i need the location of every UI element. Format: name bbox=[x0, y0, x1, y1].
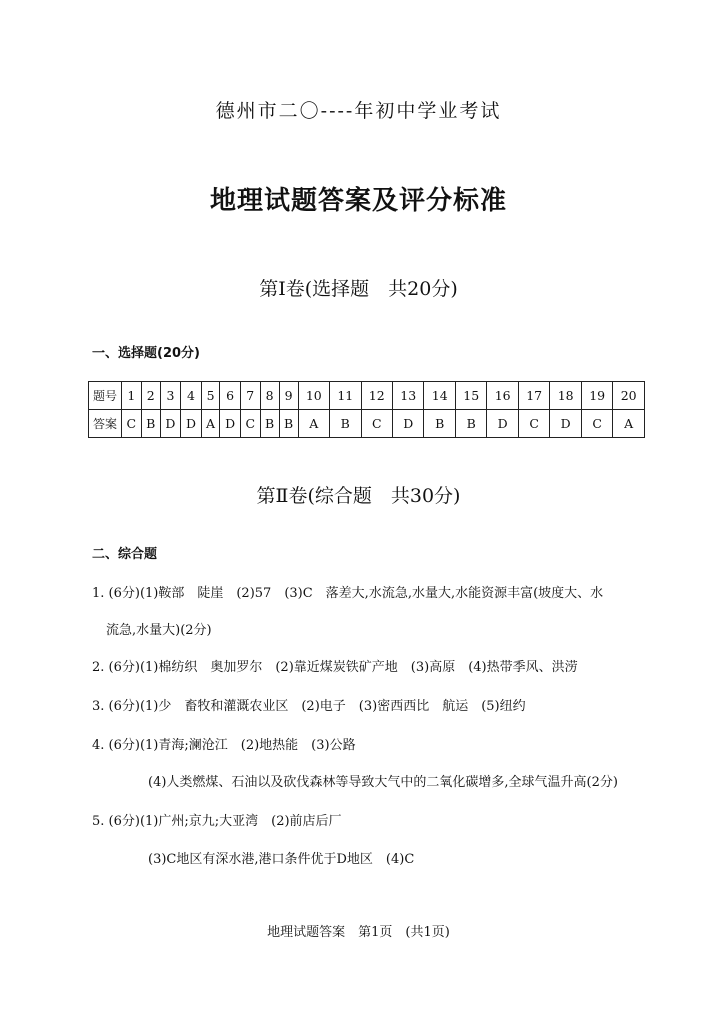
answer-cell: D bbox=[550, 410, 581, 438]
page-footer: 地理试题答案 第1页 (共1页) bbox=[267, 925, 450, 940]
question-number-row bbox=[89, 382, 645, 410]
answer-line: 1. (6分)(1)鞍部 陡崖 (2)57 (3)C 落差大,水流急,水量大,水能资源丰富(坡度大、水 bbox=[92, 586, 604, 601]
answer-line: (4)人类燃煤、石油以及砍伐森林等导致大气中的二氧化碳增多,全球气温升高(2分) bbox=[148, 775, 618, 790]
answer-line: (3)C地区有深水港,港口条件优于D地区 (4)C bbox=[148, 852, 415, 867]
answer-cell: B bbox=[141, 410, 160, 438]
answer-cell: C bbox=[122, 410, 142, 438]
answer-line: 流急,水量大)(2分) bbox=[106, 623, 212, 638]
answer-line: 3. (6分)(1)少 畜牧和灌溉农业区 (2)电子 (3)密西西比 航运 (5)纽约 bbox=[92, 699, 526, 714]
answer-cell: C bbox=[518, 410, 549, 438]
answer-cell: D bbox=[181, 410, 202, 438]
question-number-cell: 18 bbox=[550, 382, 581, 410]
answer-table bbox=[88, 381, 645, 438]
question-number-cell: 15 bbox=[455, 382, 486, 410]
answer-cell: B bbox=[330, 410, 361, 438]
question-number-cell: 19 bbox=[581, 382, 612, 410]
answer-cell: A bbox=[298, 410, 329, 438]
answer-cell: D bbox=[487, 410, 518, 438]
question-number-cell: 16 bbox=[487, 382, 518, 410]
answer-cell: A bbox=[613, 410, 645, 438]
answer-row bbox=[89, 410, 645, 438]
answer-cell: A bbox=[201, 410, 220, 438]
question-number-cell: 14 bbox=[424, 382, 455, 410]
question-number-cell: 4 bbox=[181, 382, 202, 410]
question-number-cell: 3 bbox=[160, 382, 181, 410]
document-title: 地理试题答案及评分标准 bbox=[209, 186, 507, 216]
answer-cell: B bbox=[424, 410, 455, 438]
answer-cell: B bbox=[279, 410, 298, 438]
part2-title: 第Ⅱ卷(综合题 共30分) bbox=[256, 485, 461, 507]
question-number-cell: 11 bbox=[330, 382, 361, 410]
question-number-cell: 1 bbox=[122, 382, 142, 410]
question-number-cell: 9 bbox=[279, 382, 298, 410]
section-heading-comprehensive: 二、综合题 bbox=[92, 547, 158, 562]
answer-cell: C bbox=[361, 410, 392, 438]
answer-cell: C bbox=[240, 410, 260, 438]
answer-cell: D bbox=[220, 410, 241, 438]
question-number-cell: 8 bbox=[260, 382, 279, 410]
question-number-cell: 10 bbox=[298, 382, 329, 410]
question-number-cell: 5 bbox=[201, 382, 220, 410]
answer-cell: B bbox=[260, 410, 279, 438]
question-number-cell: 20 bbox=[613, 382, 645, 410]
answer-cell: D bbox=[160, 410, 181, 438]
question-number-cell: 13 bbox=[393, 382, 424, 410]
answer-line: 5. (6分)(1)广州;京九;大亚湾 (2)前店后厂 bbox=[92, 814, 342, 829]
question-number-cell: 17 bbox=[518, 382, 549, 410]
question-number-cell: 2 bbox=[141, 382, 160, 410]
answer-cell: C bbox=[581, 410, 612, 438]
question-number-cell: 7 bbox=[240, 382, 260, 410]
answer-cell: D bbox=[393, 410, 424, 438]
answer-line: 4. (6分)(1)青海;澜沧江 (2)地热能 (3)公路 bbox=[92, 738, 356, 753]
section-heading-choice: 一、选择题(20分) bbox=[92, 346, 200, 361]
exam-title: 德州市二〇----年初中学业考试 bbox=[215, 100, 502, 122]
part1-title: 第Ⅰ卷(选择题 共20分) bbox=[259, 278, 458, 300]
answer-label-cell: 答案 bbox=[89, 410, 122, 438]
answer-line: 2. (6分)(1)棉纺织 奥加罗尔 (2)靠近煤炭铁矿产地 (3)高原 (4)热带季风、洪涝 bbox=[92, 660, 578, 675]
answer-cell: B bbox=[455, 410, 486, 438]
question-number-cell: 6 bbox=[220, 382, 241, 410]
question-label-cell: 题号 bbox=[89, 382, 122, 410]
question-number-cell: 12 bbox=[361, 382, 392, 410]
